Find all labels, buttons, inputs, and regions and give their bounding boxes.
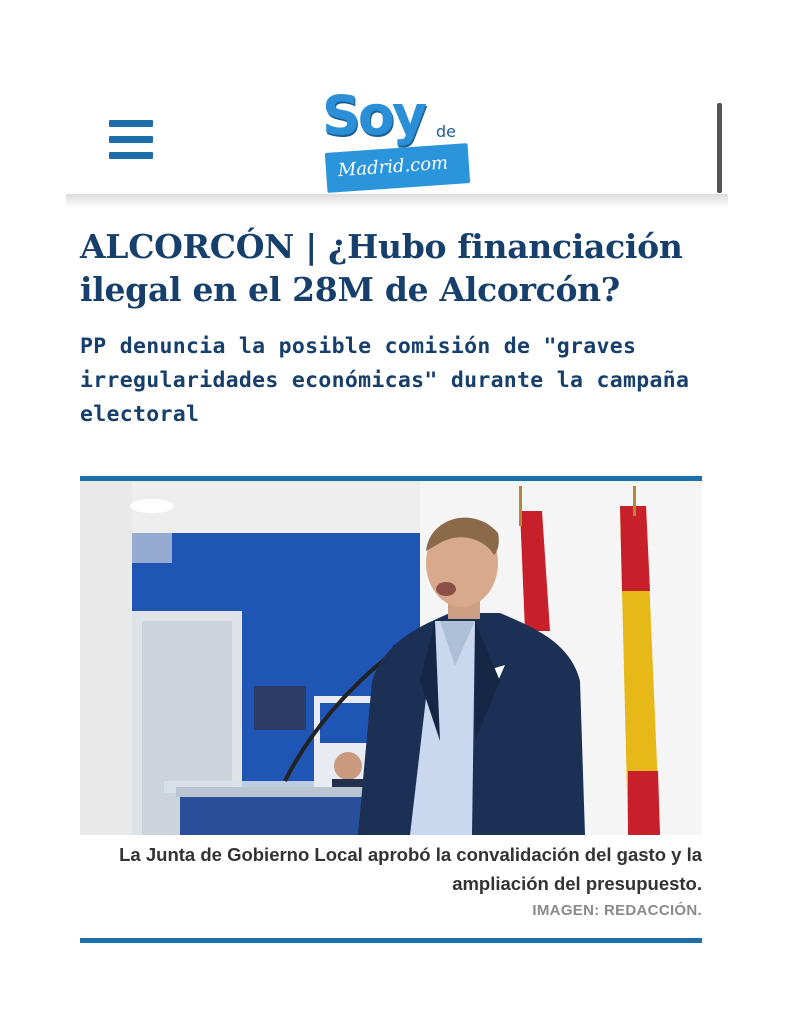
scrollbar[interactable] — [717, 103, 722, 193]
section-divider — [80, 938, 702, 943]
photo-credit: IMAGEN: REDACCIÓN. — [532, 902, 702, 919]
header-shadow — [66, 194, 728, 208]
logo-banner-text: Madrid.com — [337, 152, 449, 182]
article-subheadline: PP denuncia la posible comisión de "graves irregularidades económicas" durante la campaña electoral — [80, 334, 690, 427]
hamburger-menu-icon[interactable] — [109, 120, 153, 160]
logo-wordmark: Soy — [322, 84, 425, 147]
logo-banner — [325, 143, 470, 193]
article-photo — [80, 476, 702, 835]
article-headline: ALCORCÓN | ¿Hubo financiación ilegal en el 28M de Alcorcón? — [80, 227, 683, 309]
site-logo[interactable] — [322, 84, 472, 192]
logo-de: de — [436, 122, 456, 141]
photo-illustration — [80, 481, 702, 835]
photo-caption: La Junta de Gobierno Local aprobó la convalidación del gasto y la ampliación del presupuesto. — [119, 844, 702, 894]
